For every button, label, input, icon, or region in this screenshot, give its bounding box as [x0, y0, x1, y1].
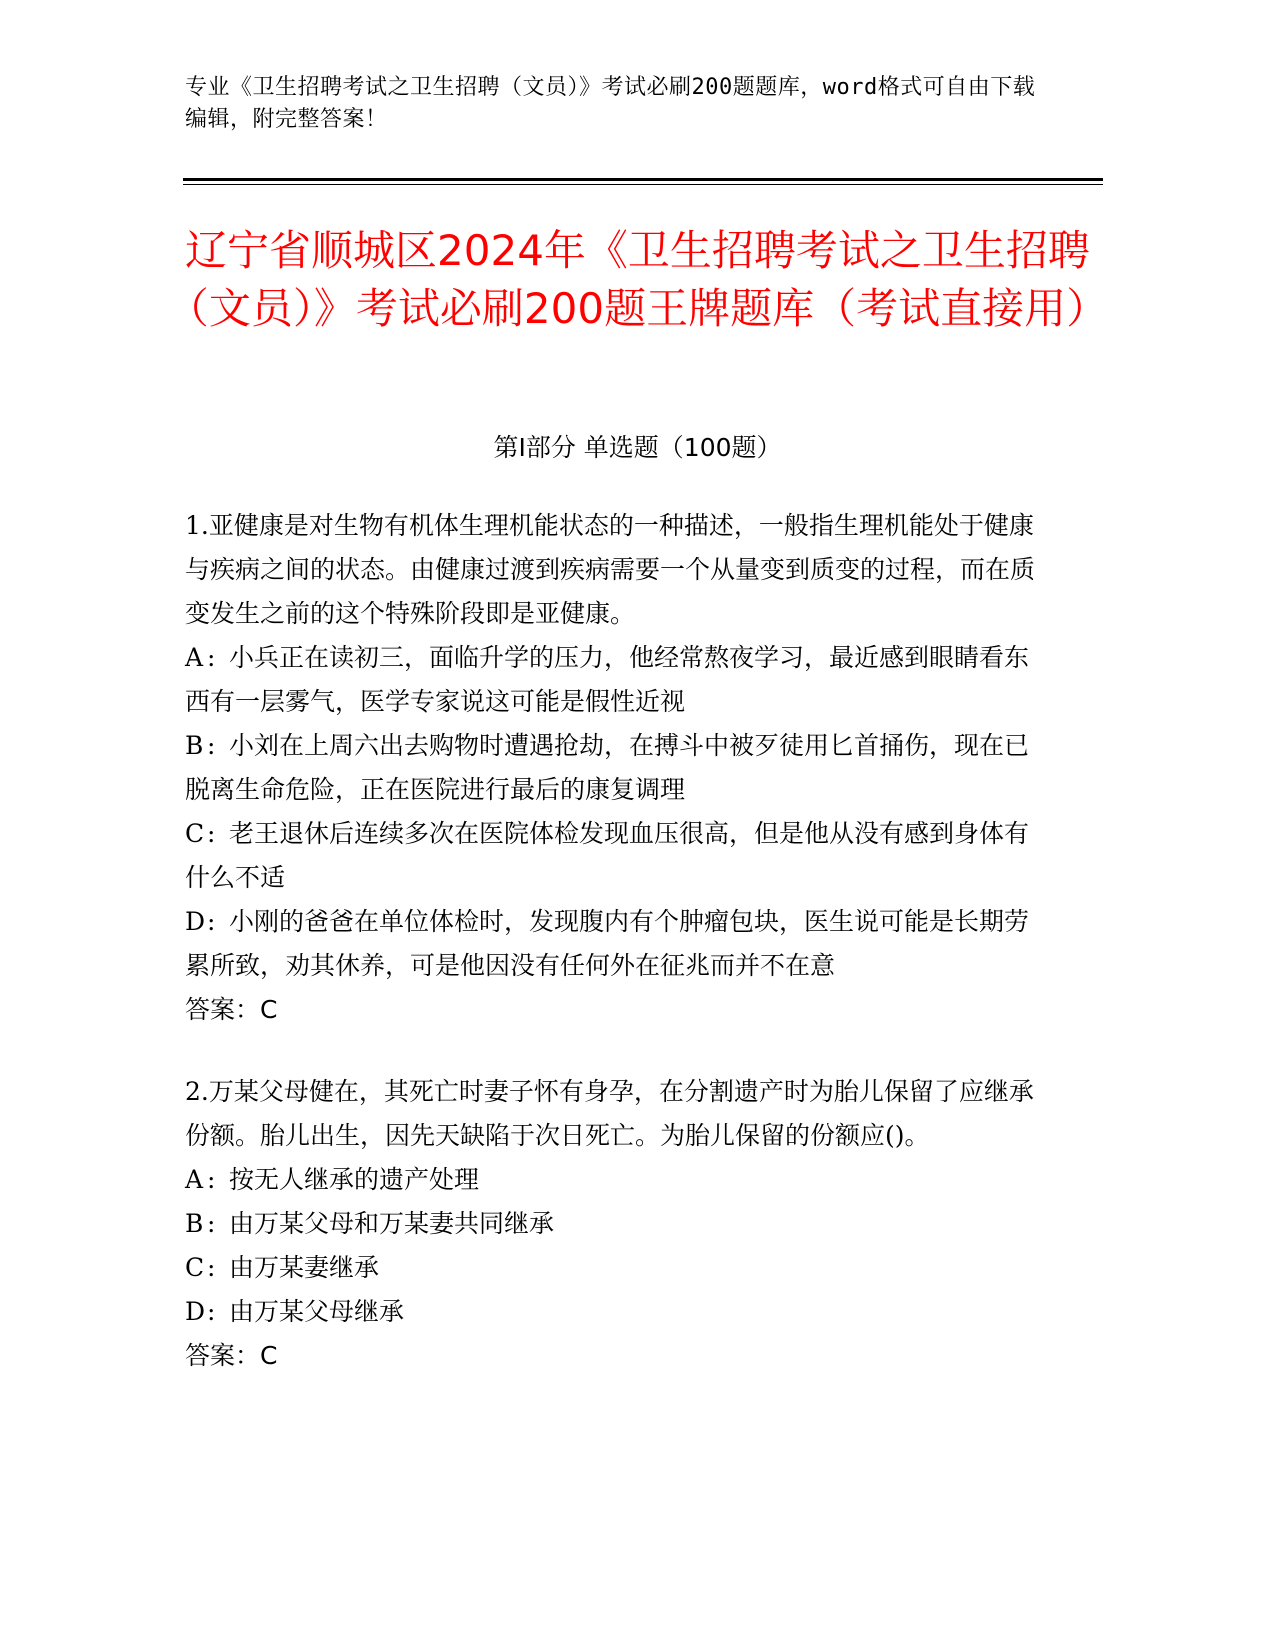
option-b	[185, 1202, 1045, 1246]
document-title: 辽宁省顺城区2024年《卫生招聘考试之卫生招聘（文员）》考试必刷200题王牌题库（考试直接用）	[166, 226, 1109, 333]
option-text: 按无人继承的遗产处理	[229, 1165, 480, 1194]
question-1	[185, 504, 1045, 1032]
header-divider-thin	[183, 184, 1103, 185]
option-c	[185, 1246, 1045, 1290]
option-d	[185, 1290, 1045, 1334]
option-letter: C	[185, 1253, 205, 1282]
option-colon: :	[207, 643, 216, 672]
option-letter: A	[185, 1165, 204, 1194]
option-letter: B	[185, 1209, 204, 1238]
option-colon: :	[207, 1209, 216, 1238]
option-letter: D	[185, 907, 206, 936]
header-note: 专业《卫生招聘考试之卫生招聘（文员）》考试必刷200题题库，word格式可自由下载编辑，附完整答案！	[185, 75, 1036, 132]
question-2	[185, 1070, 1045, 1378]
option-d	[185, 900, 1045, 988]
option-letter: B	[185, 731, 204, 760]
option-text: 由万某父母和万某妻共同继承	[229, 1209, 555, 1238]
option-c	[185, 812, 1045, 900]
question-text: 2.万某父母健在，其死亡时妻子怀有身孕，在分割遗产时为胎儿保留了应继承份额。胎儿出生，因先天缺陷于次日死亡。为胎儿保留的份额应()。	[185, 1077, 1034, 1150]
question-text: 1.亚健康是对生物有机体生理机能状态的一种描述，一般指生理机能处于健康与疾病之间的状态。由健康过渡到疾病需要一个从量变到质变的过程，而在质变发生之前的这个特殊阶段即是亚健康。	[185, 511, 1036, 628]
option-letter: C	[185, 819, 205, 848]
option-letter: A	[185, 643, 204, 672]
option-text: 小刘在上周六出去购物时遭遇抢劫，在搏斗中被歹徒用匕首捅伤，现在已脱离生命危险，正在医院进行最后的康复调理	[185, 731, 1030, 804]
option-text: 由万某父母继承	[229, 1297, 405, 1326]
option-text: 老王退休后连续多次在医院体检发现血压很高，但是他从没有感到身体有什么不适	[185, 819, 1030, 892]
option-colon: :	[207, 731, 216, 760]
option-text: 小刚的爸爸在单位体检时，发现腹内有个肿瘤包块，医生说可能是长期劳累所致，劝其休养，可是他因没有任何外在征兆而并不在意	[185, 907, 1030, 980]
option-colon: :	[207, 907, 216, 936]
option-b	[185, 724, 1045, 812]
option-a	[185, 636, 1045, 724]
option-a	[185, 1158, 1045, 1202]
answer: 答案：C	[185, 995, 278, 1024]
option-colon: :	[207, 819, 216, 848]
header-divider-thick	[183, 178, 1103, 181]
option-text: 由万某妻继承	[229, 1253, 380, 1282]
option-colon: :	[207, 1253, 216, 1282]
option-colon: :	[207, 1165, 216, 1194]
answer: 答案：C	[185, 1341, 278, 1370]
section-heading: 第I部分 单选题（100题）	[493, 433, 782, 462]
option-text: 小兵正在读初三，面临升学的压力，他经常熬夜学习，最近感到眼睛看东西有一层雾气，医学专家说这可能是假性近视	[185, 643, 1030, 716]
option-letter: D	[185, 1297, 206, 1326]
option-colon: :	[207, 1297, 216, 1326]
